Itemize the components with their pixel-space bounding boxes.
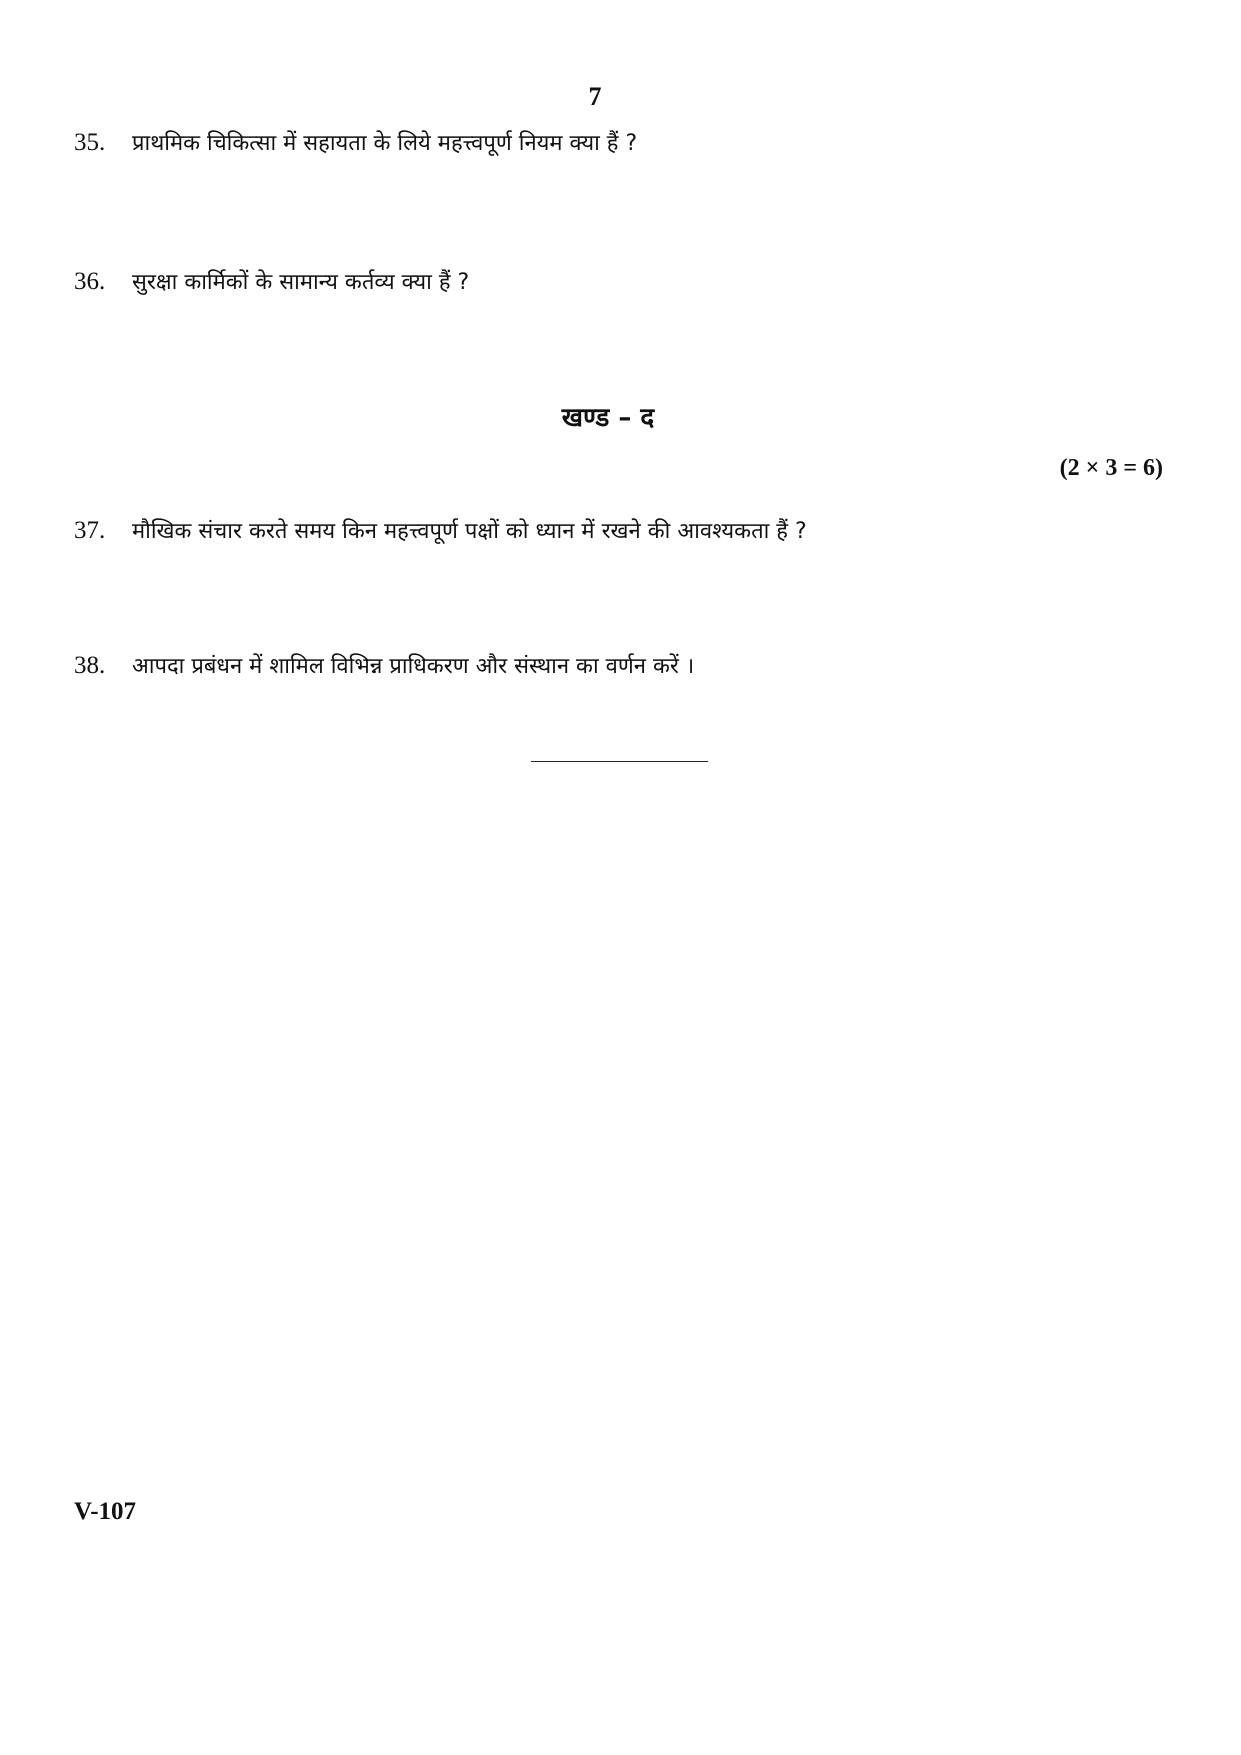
- question-35: [74, 128, 1174, 158]
- paper-code: V-107: [74, 1498, 137, 1525]
- section-marks: (2 × 3 = 6): [1059, 455, 1163, 481]
- question-36: [74, 267, 1174, 297]
- page-number: 7: [588, 82, 602, 111]
- question-number: 37.: [74, 517, 106, 544]
- question-text: प्राथमिक चिकित्सा में सहायता के लिये महत्त्वपूर्ण नियम क्या हैं ?: [132, 131, 638, 156]
- question-text: सुरक्षा कार्मिकों के सामान्य कर्तव्य क्या हैं ?: [132, 270, 470, 295]
- question-37: [74, 516, 1174, 546]
- end-of-paper-rule: [531, 761, 708, 762]
- question-number: 35.: [74, 129, 106, 156]
- question-text: मौखिक संचार करते समय किन महत्त्वपूर्ण पक्षों को ध्यान में रखने की आवश्यकता हैं ?: [132, 519, 807, 544]
- question-text: आपदा प्रबंधन में शामिल विभिन्न प्राधिकरण और संस्थान का वर्णन करें ।: [132, 654, 695, 679]
- section-heading: खण्ड – द: [561, 403, 655, 433]
- question-number: 38.: [74, 652, 106, 679]
- question-number: 36.: [74, 268, 106, 295]
- question-38: [74, 651, 1174, 681]
